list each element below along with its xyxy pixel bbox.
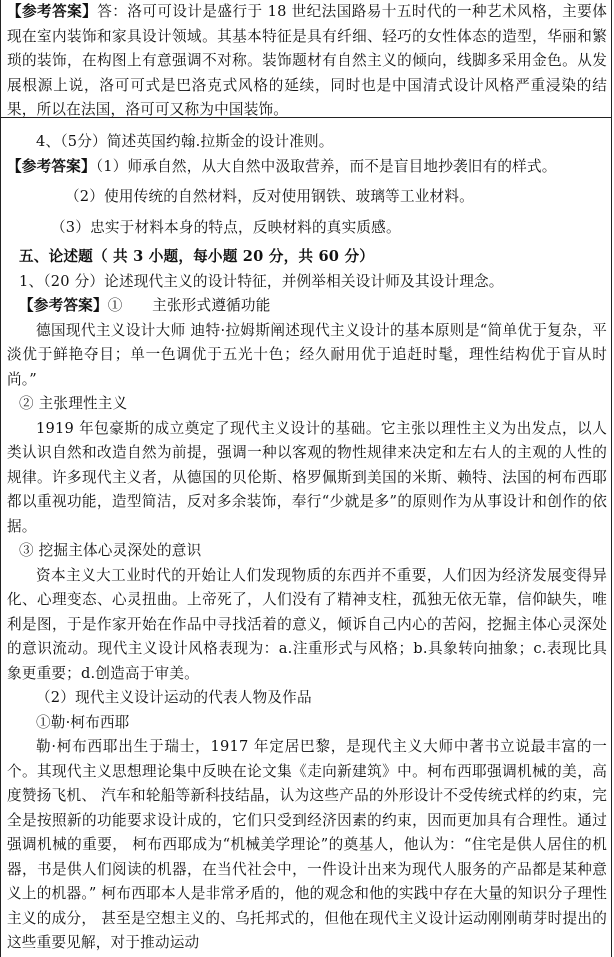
point-1-text: 德国现代主义设计大师 迪特·拉姆斯阐述现代主义设计的基本原则是“简单优于复杂，平淡优于鲜艳夺目；单一色调优于五光十色；经久耐用优于追赶时髦，理性结构优于盲从时尚。”	[7, 321, 607, 388]
q4-point-1: （1）师承自然，从大自然中汲取营养，而不是盲目地抄袭旧有的样式。	[95, 157, 557, 175]
essay-question-1: 1、（20 分）论述现代主义的设计特征，并例举相关设计师及其设计理念。	[19, 272, 504, 290]
answer-label: 【参考答案】	[19, 297, 108, 314]
q4-point-3: （3）忠实于材料本身的特点，反映材料的真实质感。	[51, 218, 401, 236]
answer-cell-main	[1, 118, 611, 957]
section-5-heading: 五、论述题（ 共 3 小题，每小题 20 分，共 60 分）	[19, 248, 375, 265]
q4-point-2: （2）使用传统的自然材料，反对使用钢铁、玻璃等工业材料。	[65, 188, 474, 205]
point-3-title: ③ 挖掘主体心灵深处的意识	[19, 542, 202, 559]
rococo-answer-paragraph	[7, 0, 607, 123]
person-1-text: 勒·柯布西耶出生于瑞士，1917 年定居巴黎，是现代主义大师中著书立说最丰富的一个。其现代主义思想理论集中反映在论文集《走向新建筑》中。柯布西耶强调机械的美，高度赞扬飞机、 汽车和轮船等新科技结晶，认为这些产品的外形设计不受传统式样的约束，完全是按照新的功能要求设计成的，它们只受到经济因素的约束，因而更加具有合理性。通过强调机械的重要， 柯布西耶成为“机械美学理论”的奠基人，他认为：“住宅是供人居住的机器，书是供人们阅读的机器，在当代社会中，一件设计出来为现代人服务的产品都是某种意义上的机器。” 柯布西耶本人是非常矛盾的，他的观念和他的实践中存在大量的知识分子理性主义的成分， 甚至是空想主义的、乌托邦式的，但他在现代主义设计运动刚刚萌芽时提出的这些重要见解，对于推动运动	[7, 738, 607, 951]
point-3-text: 资本主义大工业时代的开始让人们发现物质的东西并不重要，人们因为经济发展变得异化、心理变态、心灵扭曲。上帝死了，人们没有了精神支柱，孤独无依无靠，信仰缺失，唯利是图，于是作家开始在作品中寻找活着的意义，倾诉自己内心的苦闷，挖掘主体心灵深处的意识流动。现代主义设计风格表现为：a.注重形式与风格；b.具象转向抽象；c.表现比具象更重要；d.创造高于审美。	[7, 566, 607, 682]
answer-cell-rococo	[1, 0, 611, 118]
point-1-title: ① 主张形式遵循功能	[107, 297, 271, 314]
point-2-title: ② 主张理性主义	[19, 395, 128, 412]
question-4: 4、（5分）简述英国约翰.拉斯金的设计准则。	[36, 133, 334, 150]
answer-label: 【参考答案】	[7, 157, 96, 175]
q4-answer-line	[7, 155, 607, 180]
point-2-text: 1919 年包豪斯的成立奠定了现代主义设计的基础。它主张以理性主义为出发点，以人类认识自然和改造自然为前提，强调一种以客观的物性规律来决定和左右人的主观的人性的规律。许多现代主义者，从德国的贝伦斯、格罗佩斯到美国的米斯、赖特、法国的柯布西耶都以重视功能，造型简洁，反对多余装饰，奉行“少就是多”的原则作为从事设计和创作的依据。	[7, 419, 607, 535]
part-2-title: （2）现代主义设计运动的代表人物及作品	[36, 689, 312, 706]
answer-text: 答：洛可可设计是盛行于 18 世纪法国路易十五时代的一种艺术风格，主要体现在室内装饰和家具设计领域。其基本特征是具有纤细、轻巧的女性体态的造型，华丽和繁琐的装饰，在构图上有意强调不对称。装饰题材有自然主义的倾向，线脚多采用金色。从发展根源上说，洛可可式是巴洛克式风格的延续，同时也是中国清式设计风格严重浸染的结果，所以在法国，洛可可又称为中国装饰。	[7, 3, 607, 118]
person-1-title: ①勒·柯布西耶	[36, 713, 130, 731]
essay-answer-line	[7, 294, 607, 319]
answer-label: 【参考答案】	[7, 3, 98, 20]
